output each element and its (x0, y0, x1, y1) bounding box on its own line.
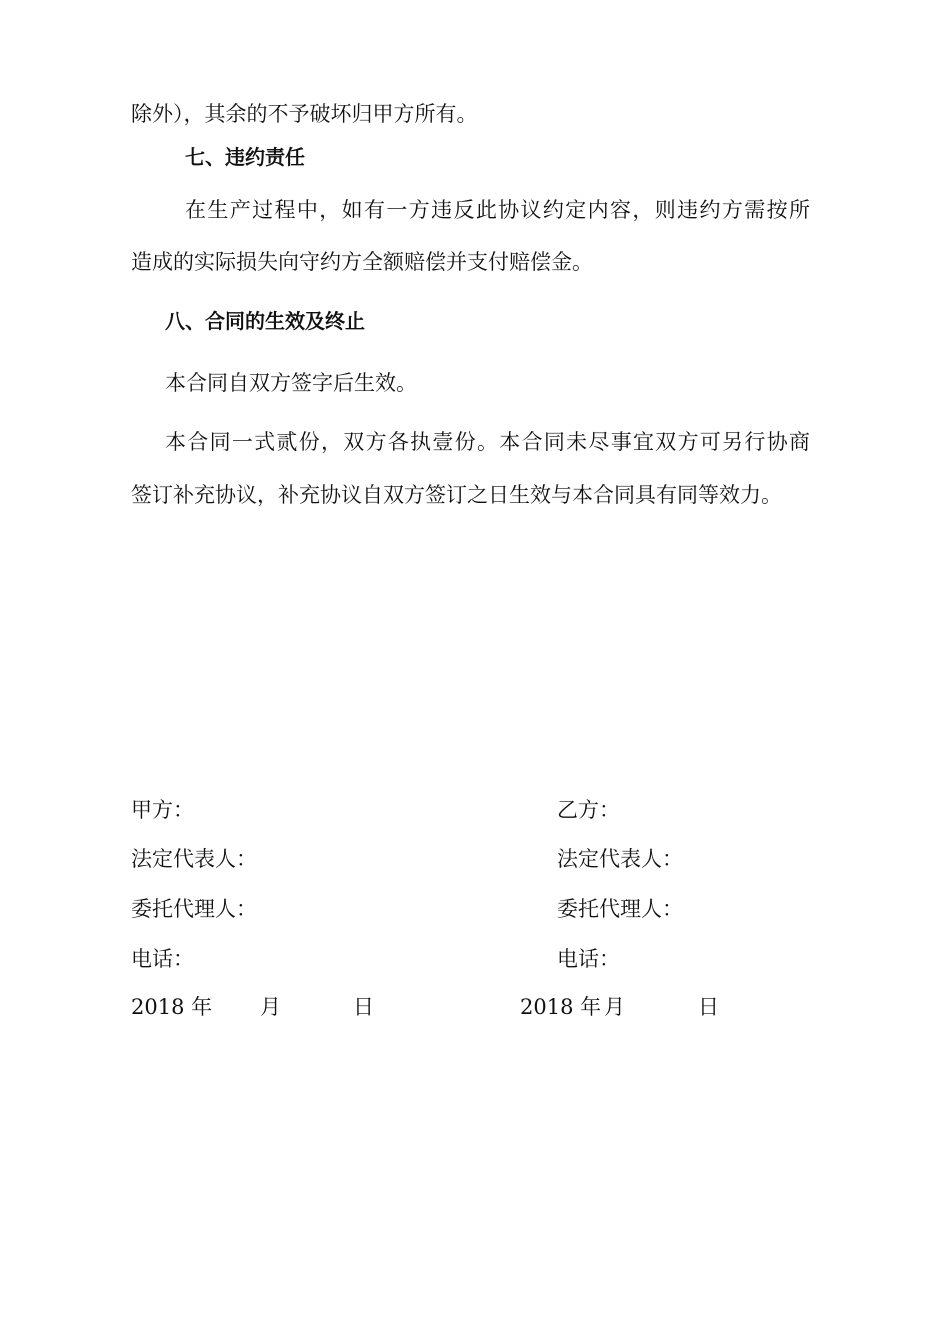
party-a-date-day: 日 (353, 995, 374, 1019)
paragraph-effect: 本合同自双方签字后生效。 (165, 371, 417, 395)
party-a-date-year: 2018 年 (131, 995, 213, 1019)
paragraph-breach-line-1: 在生产过程中，如有一方违反此协议约定内容，则违约方需按所 (185, 198, 810, 222)
party-a-label: 甲方： (131, 798, 194, 822)
paragraph-breach-line-2: 造成的实际损失向守约方全额赔偿并支付赔偿金。 (131, 250, 593, 274)
party-b-date-day: 日 (698, 995, 719, 1019)
party-a-date-month: 月 (260, 995, 281, 1019)
party-b-date-year: 2018 年 (520, 995, 602, 1019)
paragraph-copies-line-1: 本合同一式贰份，双方各执壹份。本合同未尽事宜双方可另行协商 (165, 430, 810, 454)
party-a-agent-label: 委托代理人： (131, 897, 257, 921)
section-heading-breach: 七、违约责任 (185, 145, 305, 169)
party-b-phone-label: 电话： (557, 947, 620, 971)
party-b-date-month: 月 (604, 995, 625, 1019)
party-a-legal-rep-label: 法定代表人： (131, 847, 257, 871)
party-b-legal-rep-label: 法定代表人： (557, 847, 683, 871)
paragraph-copies-line-2: 签订补充协议，补充协议自双方签订之日生效与本合同具有同等效力。 (131, 483, 782, 507)
party-b-agent-label: 委托代理人： (557, 897, 683, 921)
section-heading-effect: 八、合同的生效及终止 (165, 309, 365, 333)
party-b-label: 乙方： (557, 798, 620, 822)
party-a-phone-label: 电话： (131, 947, 194, 971)
paragraph-continuation: 除外），其余的不予破坏归甲方所有。 (131, 102, 478, 126)
